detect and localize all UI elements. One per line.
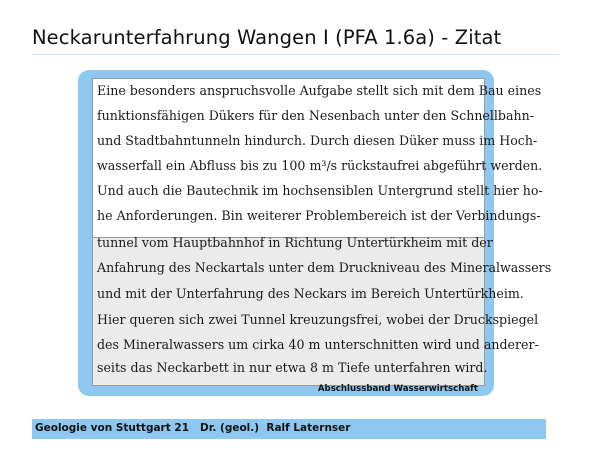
quote-line: funktionsfähigen Dükers für den Nesenbach unter den Schnellbahn- (97, 108, 534, 123)
quote-line: Hier queren sich zwei Tunnel kreuzungsfrei, wobei der Druckspiegel (97, 312, 539, 327)
quote-source: Abschlussband Wasserwirtschaft (317, 384, 478, 394)
quote-line: he Anforderungen. Bin weiterer Problembereich ist der Verbindungs- (97, 208, 541, 223)
quote-line: und mit der Unterfahrung des Neckars im Bereich Untertürkheim. (97, 286, 524, 301)
quote-line: wasserfall ein Abfluss bis zu 100 m³/s rückstaufrei abgeführt werden. (97, 158, 543, 173)
footer-text: Geologie von Stuttgart 21 Dr. (geol.) Ralf Laternser (35, 422, 351, 434)
title-divider (32, 54, 559, 55)
quote-line: Eine besonders anspruchsvolle Aufgabe stellt sich mit dem Bau eines (97, 83, 542, 98)
quote-line: tunnel vom Hauptbahnhof in Richtung Untertürkheim mit der (97, 235, 493, 250)
footer-bar (32, 419, 546, 439)
slide-title: Neckarunterfahrung Wangen I (PFA 1.6a) - Zitat (32, 26, 502, 49)
quote-line: des Mineralwassers um cirka 40 m unterschnitten wird und anderer- (97, 337, 539, 352)
quote-line: und Stadtbahntunneln hindurch. Durch diesen Düker muss im Hoch- (97, 133, 538, 148)
quote-line: Und auch die Bautechnik im hochsensiblen Untergrund stellt hier ho- (97, 183, 543, 198)
quote-line: seits das Neckarbett in nur etwa 8 m Tiefe unterfahren wird. (97, 360, 488, 375)
quote-box (92, 78, 552, 386)
quote-line: Anfahrung des Neckartals unter dem Druckniveau des Mineralwassers (97, 260, 552, 275)
